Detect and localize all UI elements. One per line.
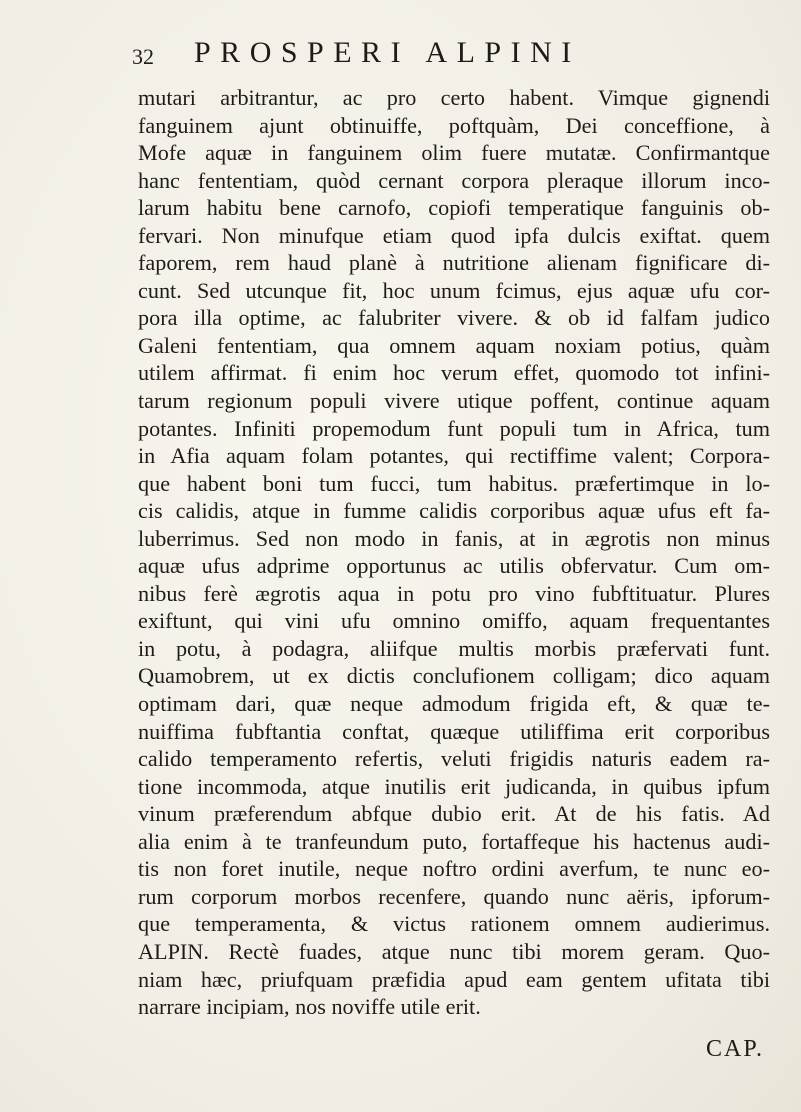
- text-line: niam hæc, priufquam præfidia apud eam gentem ufitata tibi: [138, 966, 770, 992]
- text-line: exiftunt, qui vini ufu omnino omiffo, aquam frequentantes: [138, 608, 770, 634]
- text-line: Galeni fententiam, qua omnem aquam noxiam potius, quàm: [138, 332, 770, 358]
- text-line: calido temperamento refertis, veluti frigidis naturis eadem ra-: [138, 746, 770, 772]
- text-line: que temperamenta, & victus rationem omnem audierimus.: [138, 911, 770, 937]
- text-line: faporem, rem haud planè à nutritione alienam fignificare di-: [138, 250, 770, 276]
- page-header: [132, 36, 772, 80]
- text-line: cis calidis, atque in fumme calidis corporibus aquæ ufus eft fa-: [138, 498, 770, 524]
- text-line: fervari. Non minufque etiam quod ipfa dulcis exiftat. quem: [138, 222, 770, 248]
- text-line: in Afia aquam folam potantes, qui rectiffime valent; Corpora-: [138, 443, 770, 469]
- text-line: nibus ferè ægrotis aqua in potu pro vino fubftituatur. Plures: [138, 580, 770, 606]
- text-line: fanguinem ajunt obtinuiffe, poftquàm, Dei conceffione, à: [138, 112, 770, 138]
- running-head: PROSPERI ALPINI: [194, 36, 581, 69]
- text-line: in potu, à podagra, aliifque multis morbis præfervati funt.: [138, 635, 770, 661]
- body-text: [138, 84, 770, 1021]
- text-line: que habent boni tum fucci, tum habitus. præfertimque in lo-: [138, 470, 770, 496]
- text-line: hanc fententiam, quòd cernant corpora pleraque illorum inco-: [138, 167, 770, 193]
- text-line-last: narrare incipiam, nos noviffe utile erit.: [138, 994, 481, 1020]
- text-line: aquæ ufus adprime opportunus ac utilis obfervatur. Cum om-: [138, 553, 770, 579]
- text-line: vinum præferendum abfque dubio erit. At de his fatis. Ad: [138, 801, 770, 827]
- text-line: tarum regionum populi vivere utique poffent, continue aquam: [138, 388, 770, 414]
- text-line: nuiffima fubftantia conftat, quæque utiliffima erit corporibus: [138, 718, 770, 744]
- text-line: tione incommoda, atque inutilis erit judicanda, in quibus ipfum: [138, 773, 770, 799]
- text-line: mutari arbitrantur, ac pro certo habent. Vimque gignendi: [138, 85, 770, 110]
- text-line: pora illa optime, ac falubriter vivere. & ob id falfam judico: [138, 305, 770, 331]
- text-line: Mofe aquæ in fanguinem olim fuere mutatæ. Confirmantque: [138, 140, 770, 166]
- text-line: tis non foret inutile, neque noftro ordini averfum, te nunc eo-: [138, 856, 770, 882]
- text-line: cunt. Sed utcunque fit, hoc unum fcimus, ejus aquæ ufu cor-: [138, 277, 770, 303]
- text-line: utilem affirmat. fi enim hoc verum effet, quomodo tot infini-: [138, 360, 770, 386]
- text-line: optimam dari, quæ neque admodum frigida eft, & quæ te-: [138, 691, 770, 717]
- catchword: CAP.: [706, 1036, 765, 1062]
- page-number: 32: [132, 44, 154, 69]
- text-line: potantes. Infiniti propemodum funt populi tum in Africa, tum: [138, 415, 770, 441]
- text-line: ALPIN. Rectè fuades, atque nunc tibi morem geram. Quo-: [138, 938, 770, 964]
- text-line: larum habitu bene carnofo, copiofi temperatique fanguinis ob-: [138, 195, 770, 221]
- text-line: luberrimus. Sed non modo in fanis, at in ægrotis non minus: [138, 525, 770, 551]
- text-line: alia enim à te tranfeundum puto, fortaffeque his hactenus audi-: [138, 828, 770, 854]
- text-line: Quamobrem, ut ex dictis conclufionem colligam; dico aquam: [138, 663, 770, 689]
- text-line: rum corporum morbos recenfere, quando nunc aëris, ipforum-: [138, 883, 770, 909]
